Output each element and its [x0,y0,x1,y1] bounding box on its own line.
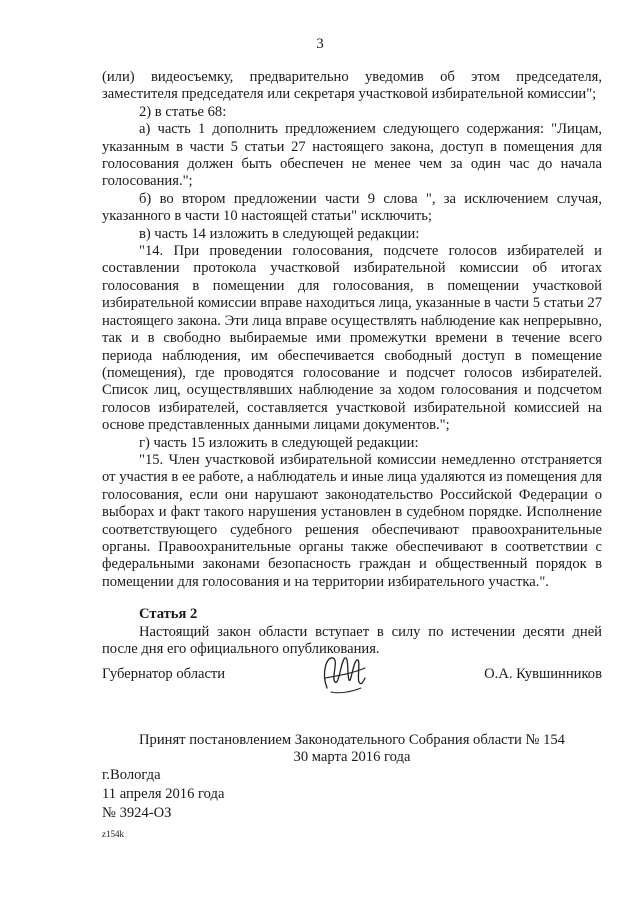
governor-name: О.А. Кувшинников [484,666,602,682]
page-number: 3 [316,36,324,52]
paragraph-7: г) часть 15 изложить в следующей редакции: [139,434,419,451]
paragraph-8: "15. Член участковой избирательной комиссии немедленно отстраняется от участия в ее работе, а наблюдатель и иные лица удаляются из помещения для голосования, если они нарушают законодательство Российской Федерации о выборах и факт такого нарушения установлен в судебном порядке. Исполнение соответствующего судебного решения обеспечивают правоохранительные органы. Правоохранительные органы также обеспечивают в соответствии с федеральными законами безопасность граждан и общественный порядок в помещении для голосования и на территории избирательного участка.". [102,451,602,590]
adoption-line-2: 30 марта 2016 года [293,749,411,766]
article-2-text: Настоящий закон области вступает в силу по истечении десяти дней после дня его официального опубликования. [102,623,602,657]
adoption-line-1: Принят постановлением Законодательного Собрания области № 154 [139,732,565,748]
signing-date: 11 апреля 2016 года [102,786,225,802]
paragraph-1: (или) видеосъемку, предварительно уведомив об этом председателя, заместителя председателя или секретаря участковой избирательной комиссии"; [102,69,602,103]
paragraph-2: 2) в статье 68: [139,103,227,120]
governor-title: Губернатор области [102,666,226,682]
law-body-text [102,69,602,658]
paragraph-5: в) часть 14 изложить в следующей редакции: [139,225,420,242]
place: г.Вологда [102,767,161,783]
place-date-block [102,766,224,823]
article-2-heading: Статья 2 [139,606,198,623]
signature-block [102,658,602,690]
adoption-note [102,732,602,767]
paragraph-6: "14. При проведении голосования, подсчете голосов избирателей и составлении протокола участковой избирательной комиссии об итогах голосования в помещении для голосования, в помещении участковой избирательной комиссии вправе находиться лица, указанные в части 5 статьи 27 настоящего закона. Эти лица вправе осуществлять наблюдение как непрерывно, так и в свободно выбираемые ими промежутки времени в течение всего периода наблюдения, им обеспечивается свободный доступ в помещение (помещения), где проводятся голосование и подсчет голосов избирателей. Список лиц, осуществлявших наблюдение за ходом голосования и подсчетом голосов избирателей, составляется участковой избирательной комиссией на основе представленных данными лицами документов."; [102,243,602,434]
paragraph-3: а) часть 1 дополнить предложением следующего содержания: "Лицам, указанным в части 5 статьи 27 настоящего закона, доступ в помещения для голосования должен быть обеспечен не менее чем за один час до начала голосования."; [102,121,602,190]
document-code: z154k [102,829,124,839]
law-number: № 3924-ОЗ [102,805,172,821]
paragraph-4: б) во втором предложении части 9 слова ", за исключением случая, указанного в части 10 настоящей статьи" исключить; [102,190,602,225]
handwritten-signature [317,648,367,698]
